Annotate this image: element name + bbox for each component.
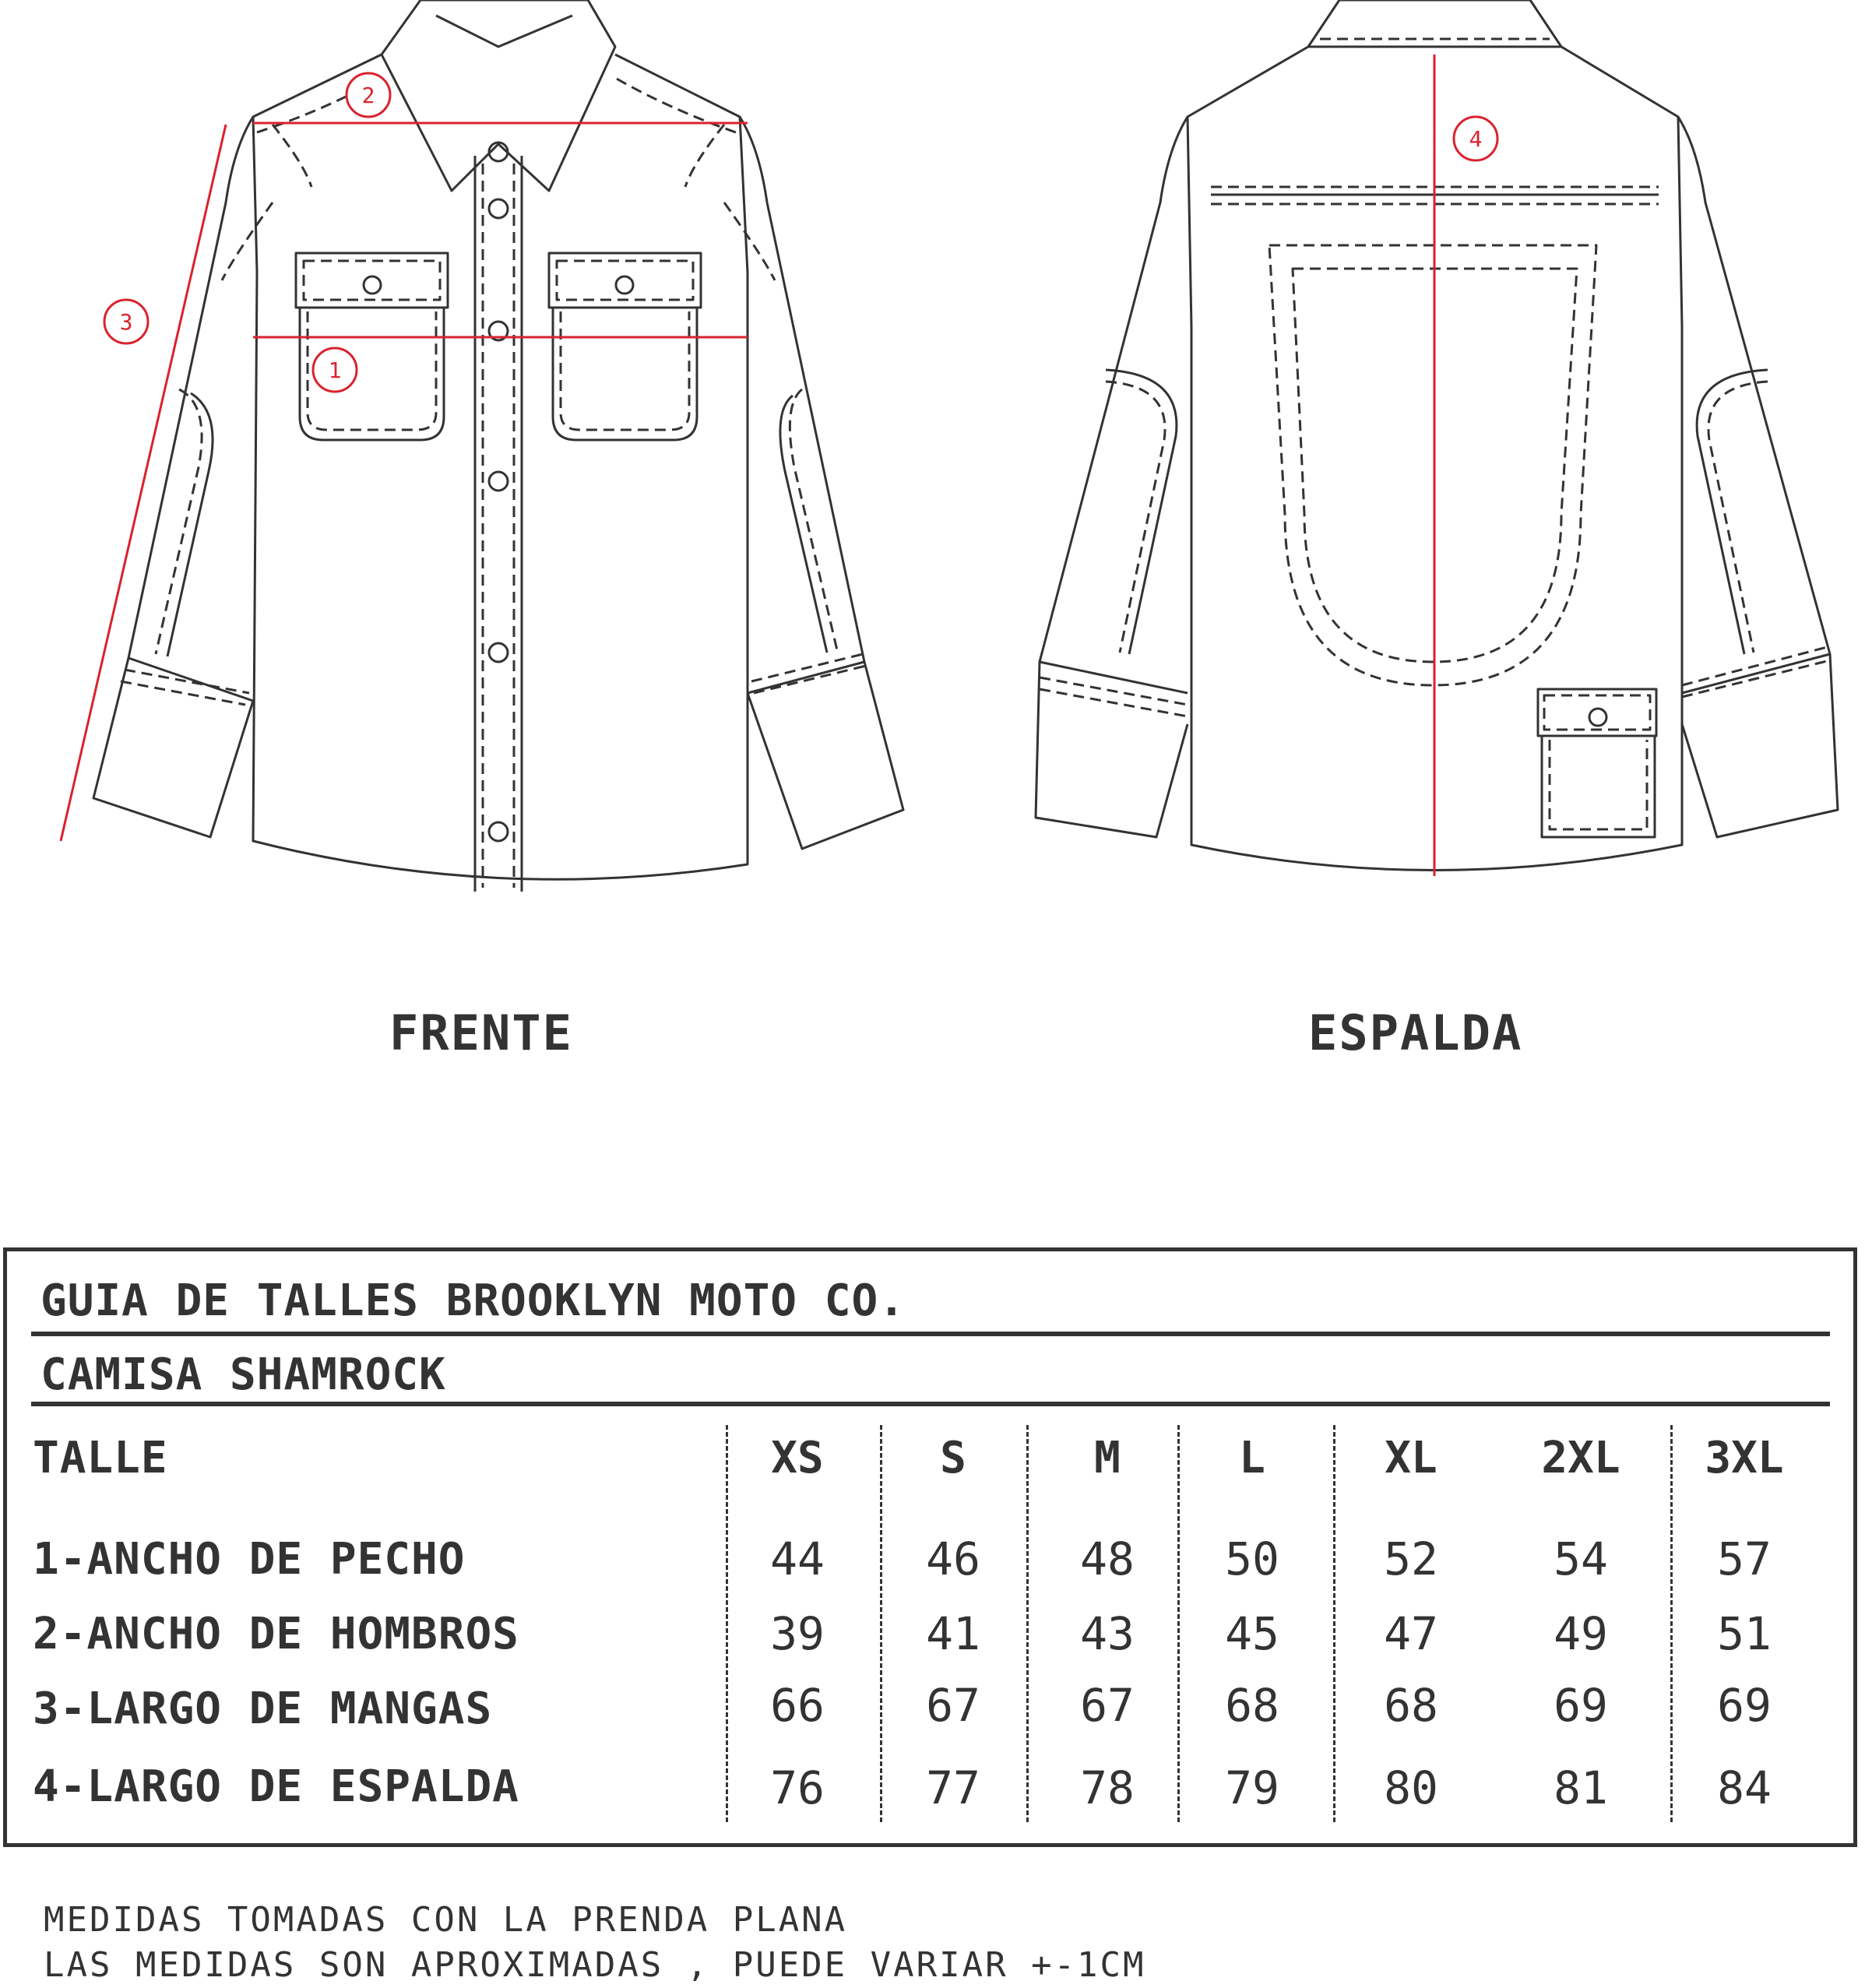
table-cell: 81 xyxy=(1554,1761,1608,1814)
table-title: GUIA DE TALLES BROOKLYN MOTO CO. xyxy=(40,1275,906,1326)
table-cell: 47 xyxy=(1384,1607,1438,1660)
table-cell: 52 xyxy=(1384,1532,1438,1585)
row-label-shoulders: 2-ANCHO DE HOMBROS xyxy=(33,1609,519,1659)
table-cell: 67 xyxy=(926,1679,980,1732)
title-divider xyxy=(31,1332,1830,1336)
table-cell: 80 xyxy=(1384,1761,1438,1814)
measurement-markers xyxy=(104,73,1497,392)
marker-2-text: 2 xyxy=(361,83,375,108)
marker-4-text: 4 xyxy=(1469,126,1483,152)
size-header-s: S xyxy=(940,1433,966,1483)
table-cell: 39 xyxy=(770,1607,825,1660)
table-cell: 50 xyxy=(1225,1532,1279,1585)
table-cell: 78 xyxy=(1080,1761,1135,1814)
size-header-l: L xyxy=(1239,1433,1265,1483)
table-cell: 45 xyxy=(1225,1607,1279,1660)
size-header-xs: XS xyxy=(771,1433,824,1483)
size-header-xl: XL xyxy=(1385,1433,1437,1483)
back-view-label: ESPALDA xyxy=(1308,1005,1523,1061)
back-shirt-outline xyxy=(1036,0,1838,871)
size-header-3xl: 3XL xyxy=(1705,1433,1784,1483)
table-cell: 51 xyxy=(1717,1607,1772,1660)
size-header-m: M xyxy=(1094,1433,1121,1483)
row-label-back-length: 4-LARGO DE ESPALDA xyxy=(33,1761,519,1812)
front-view-label: FRENTE xyxy=(389,1005,573,1061)
table-cell: 68 xyxy=(1384,1679,1438,1732)
table-cell: 44 xyxy=(770,1532,825,1585)
size-header-label: TALLE xyxy=(33,1433,168,1483)
table-cell: 49 xyxy=(1554,1607,1608,1660)
size-header-2xl: 2XL xyxy=(1541,1433,1620,1483)
front-shirt-outline xyxy=(93,0,903,892)
table-cell: 48 xyxy=(1080,1532,1135,1585)
table-cell: 69 xyxy=(1554,1679,1608,1732)
product-name: CAMISA SHAMROCK xyxy=(40,1349,446,1400)
table-cell: 46 xyxy=(926,1532,980,1585)
table-cell: 66 xyxy=(770,1679,825,1732)
table-cell: 57 xyxy=(1717,1532,1772,1585)
product-divider xyxy=(31,1402,1830,1406)
table-cell: 76 xyxy=(770,1761,825,1814)
row-label-sleeves: 3-LARGO DE MANGAS xyxy=(33,1684,493,1734)
table-cell: 67 xyxy=(1080,1679,1135,1732)
table-cell: 54 xyxy=(1554,1532,1608,1585)
note-approximate: LAS MEDIDAS SON APROXIMADAS , PUEDE VARIAR +-1CM xyxy=(44,1945,1146,1985)
table-cell: 43 xyxy=(1080,1607,1135,1660)
note-flat-measure: MEDIDAS TOMADAS CON LA PRENDA PLANA xyxy=(44,1900,848,1940)
marker-3-text: 3 xyxy=(119,309,133,335)
table-cell: 41 xyxy=(926,1607,980,1660)
table-cell: 79 xyxy=(1225,1761,1279,1814)
table-cell: 77 xyxy=(926,1761,980,1814)
row-label-chest: 1-ANCHO DE PECHO xyxy=(33,1534,466,1585)
table-cell: 84 xyxy=(1717,1761,1772,1814)
table-cell: 69 xyxy=(1717,1679,1772,1732)
table-cell: 68 xyxy=(1225,1679,1279,1732)
marker-1-text: 1 xyxy=(328,357,342,383)
